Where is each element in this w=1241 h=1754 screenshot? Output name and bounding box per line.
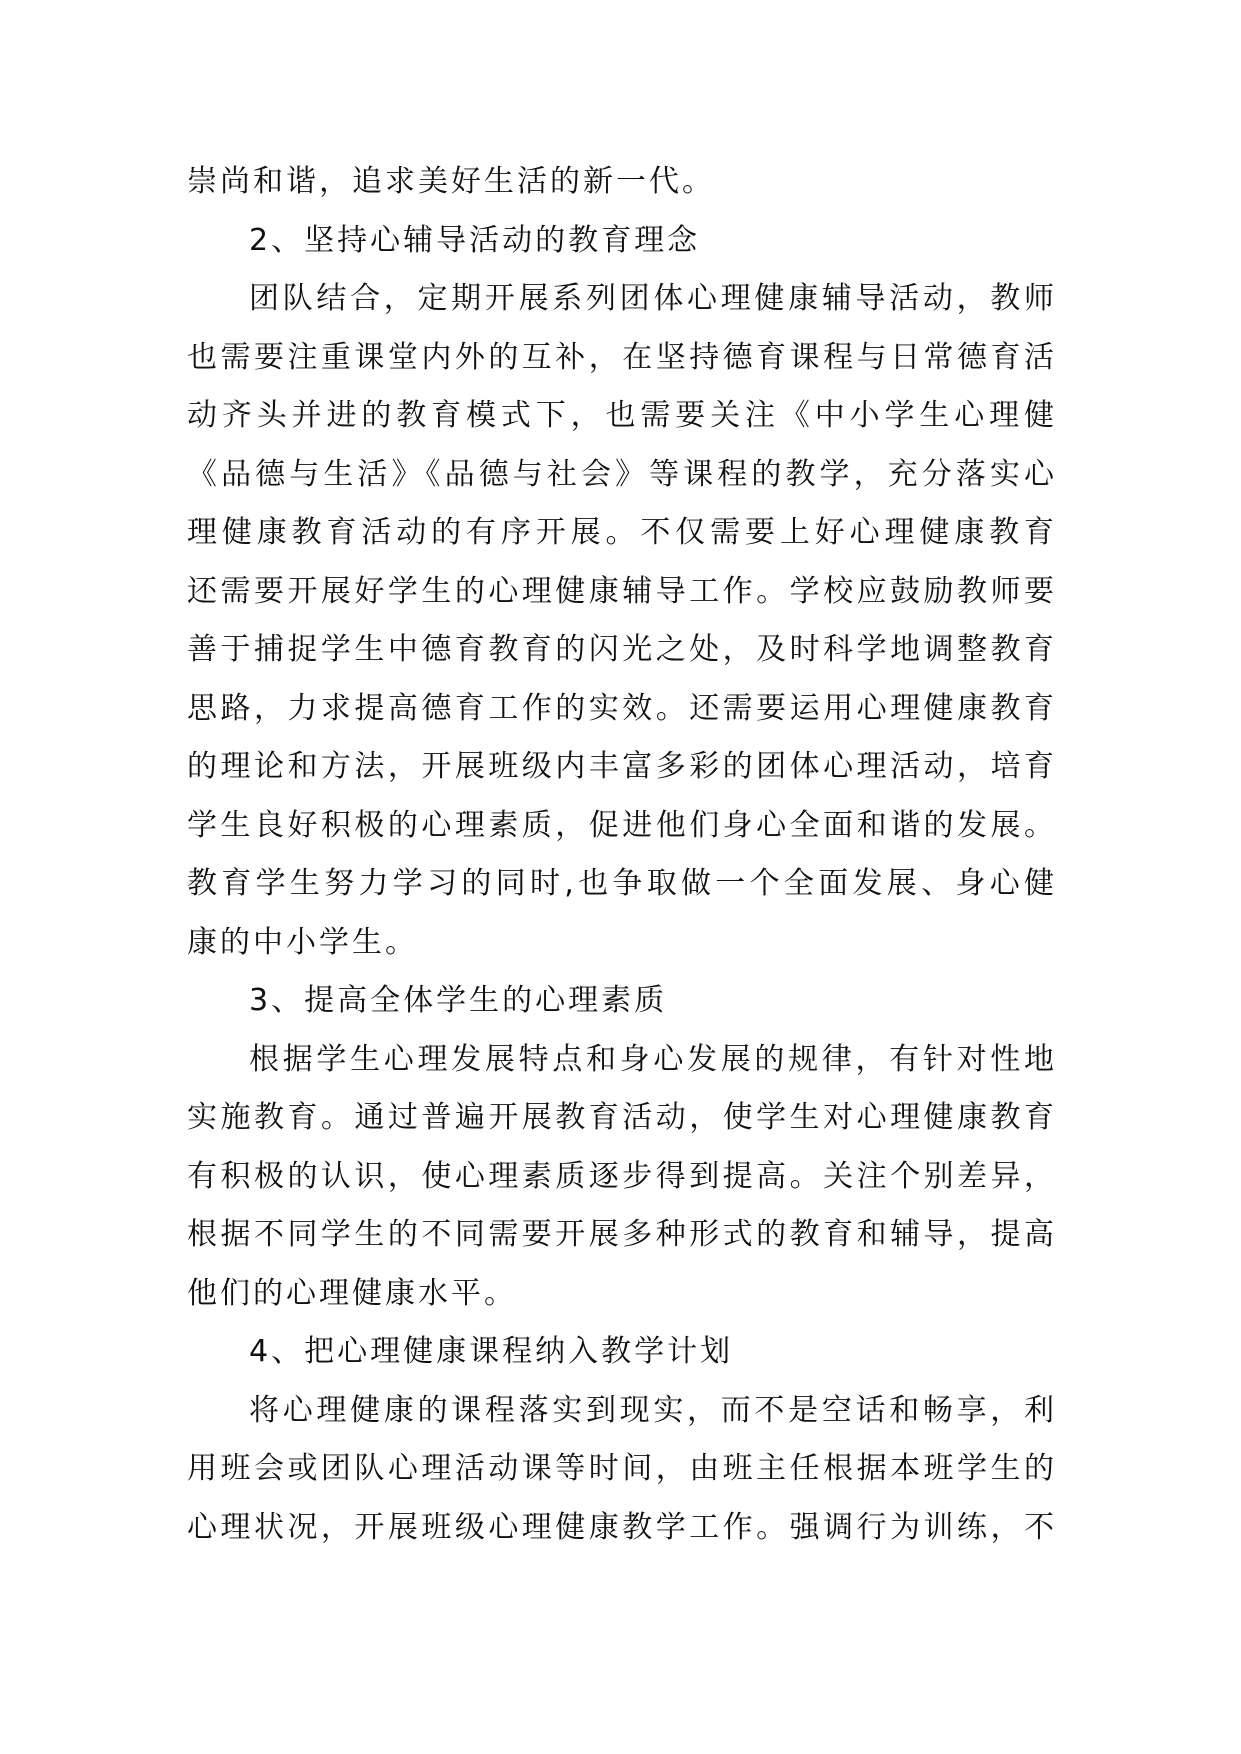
text-line: 用班会或团队心理活动课等时间，由班主任根据本班学生的 xyxy=(187,1451,1057,1486)
text-line: 思路，力求提高德育工作的实效。还需要运用心理健康教育 xyxy=(187,690,1057,726)
text-line: 学生良好积极的心理素质，促进他们身心全面和谐的发展。 xyxy=(187,807,1057,843)
document-body xyxy=(187,153,1057,1557)
text-line: 有积极的认识，使心理素质逐步得到提高。关注个别差异， xyxy=(187,1158,1057,1194)
text-line: 教育学生努力学习的同时,也争取做一个全面发展、身心健 xyxy=(187,866,1057,901)
text-line: 动齐头并进的教育模式下，也需要关注《中小学生心理健 xyxy=(187,398,1057,433)
text-line: 崇尚和谐，追求美好生活的新一代。 xyxy=(187,164,715,199)
text-line: 心理状况，开展班级心理健康教学工作。强调行为训练，不 xyxy=(187,1509,1057,1545)
text-line: 善于捕捉学生中德育教育的闪光之处，及时科学地调整教育 xyxy=(187,632,1057,667)
text-line: 实施教育。通过普遍开展教育活动，使学生对心理健康教育 xyxy=(187,1100,1057,1135)
paragraph-first-line: 2、坚持心辅导活动的教育理念 xyxy=(249,222,701,258)
text-line: 《品德与生活》《品德与社会》等课程的教学，充分落实心 xyxy=(187,456,1057,492)
text-line: 也需要注重课堂内外的互补，在坚持德育课程与日常德育活 xyxy=(187,339,1057,375)
text-line: 他们的心理健康水平。 xyxy=(187,1275,517,1311)
text-line: 根据不同学生的不同需要开展多种形式的教育和辅导，提高 xyxy=(187,1217,1057,1252)
text-line: 的理论和方法，开展班级内丰富多彩的团体心理活动，培育 xyxy=(187,749,1057,784)
paragraph-first-line: 根据学生心理发展特点和身心发展的规律，有针对性地 xyxy=(249,1041,1057,1077)
text-line: 康的中小学生。 xyxy=(187,924,418,960)
paragraph-first-line: 将心理健康的课程落实到现实，而不是空话和畅享，利 xyxy=(249,1392,1057,1428)
paragraph-first-line: 团队结合，定期开展系列团体心理健康辅导活动，教师 xyxy=(249,281,1057,316)
paragraph-first-line: 4、把心理健康课程纳入教学计划 xyxy=(249,1334,734,1369)
text-line: 理健康教育活动的有序开展。不仅需要上好心理健康教育 xyxy=(187,515,1057,550)
paragraph-first-line: 3、提高全体学生的心理素质 xyxy=(249,983,668,1018)
text-line: 还需要开展好学生的心理健康辅导工作。学校应鼓励教师要 xyxy=(187,573,1057,609)
